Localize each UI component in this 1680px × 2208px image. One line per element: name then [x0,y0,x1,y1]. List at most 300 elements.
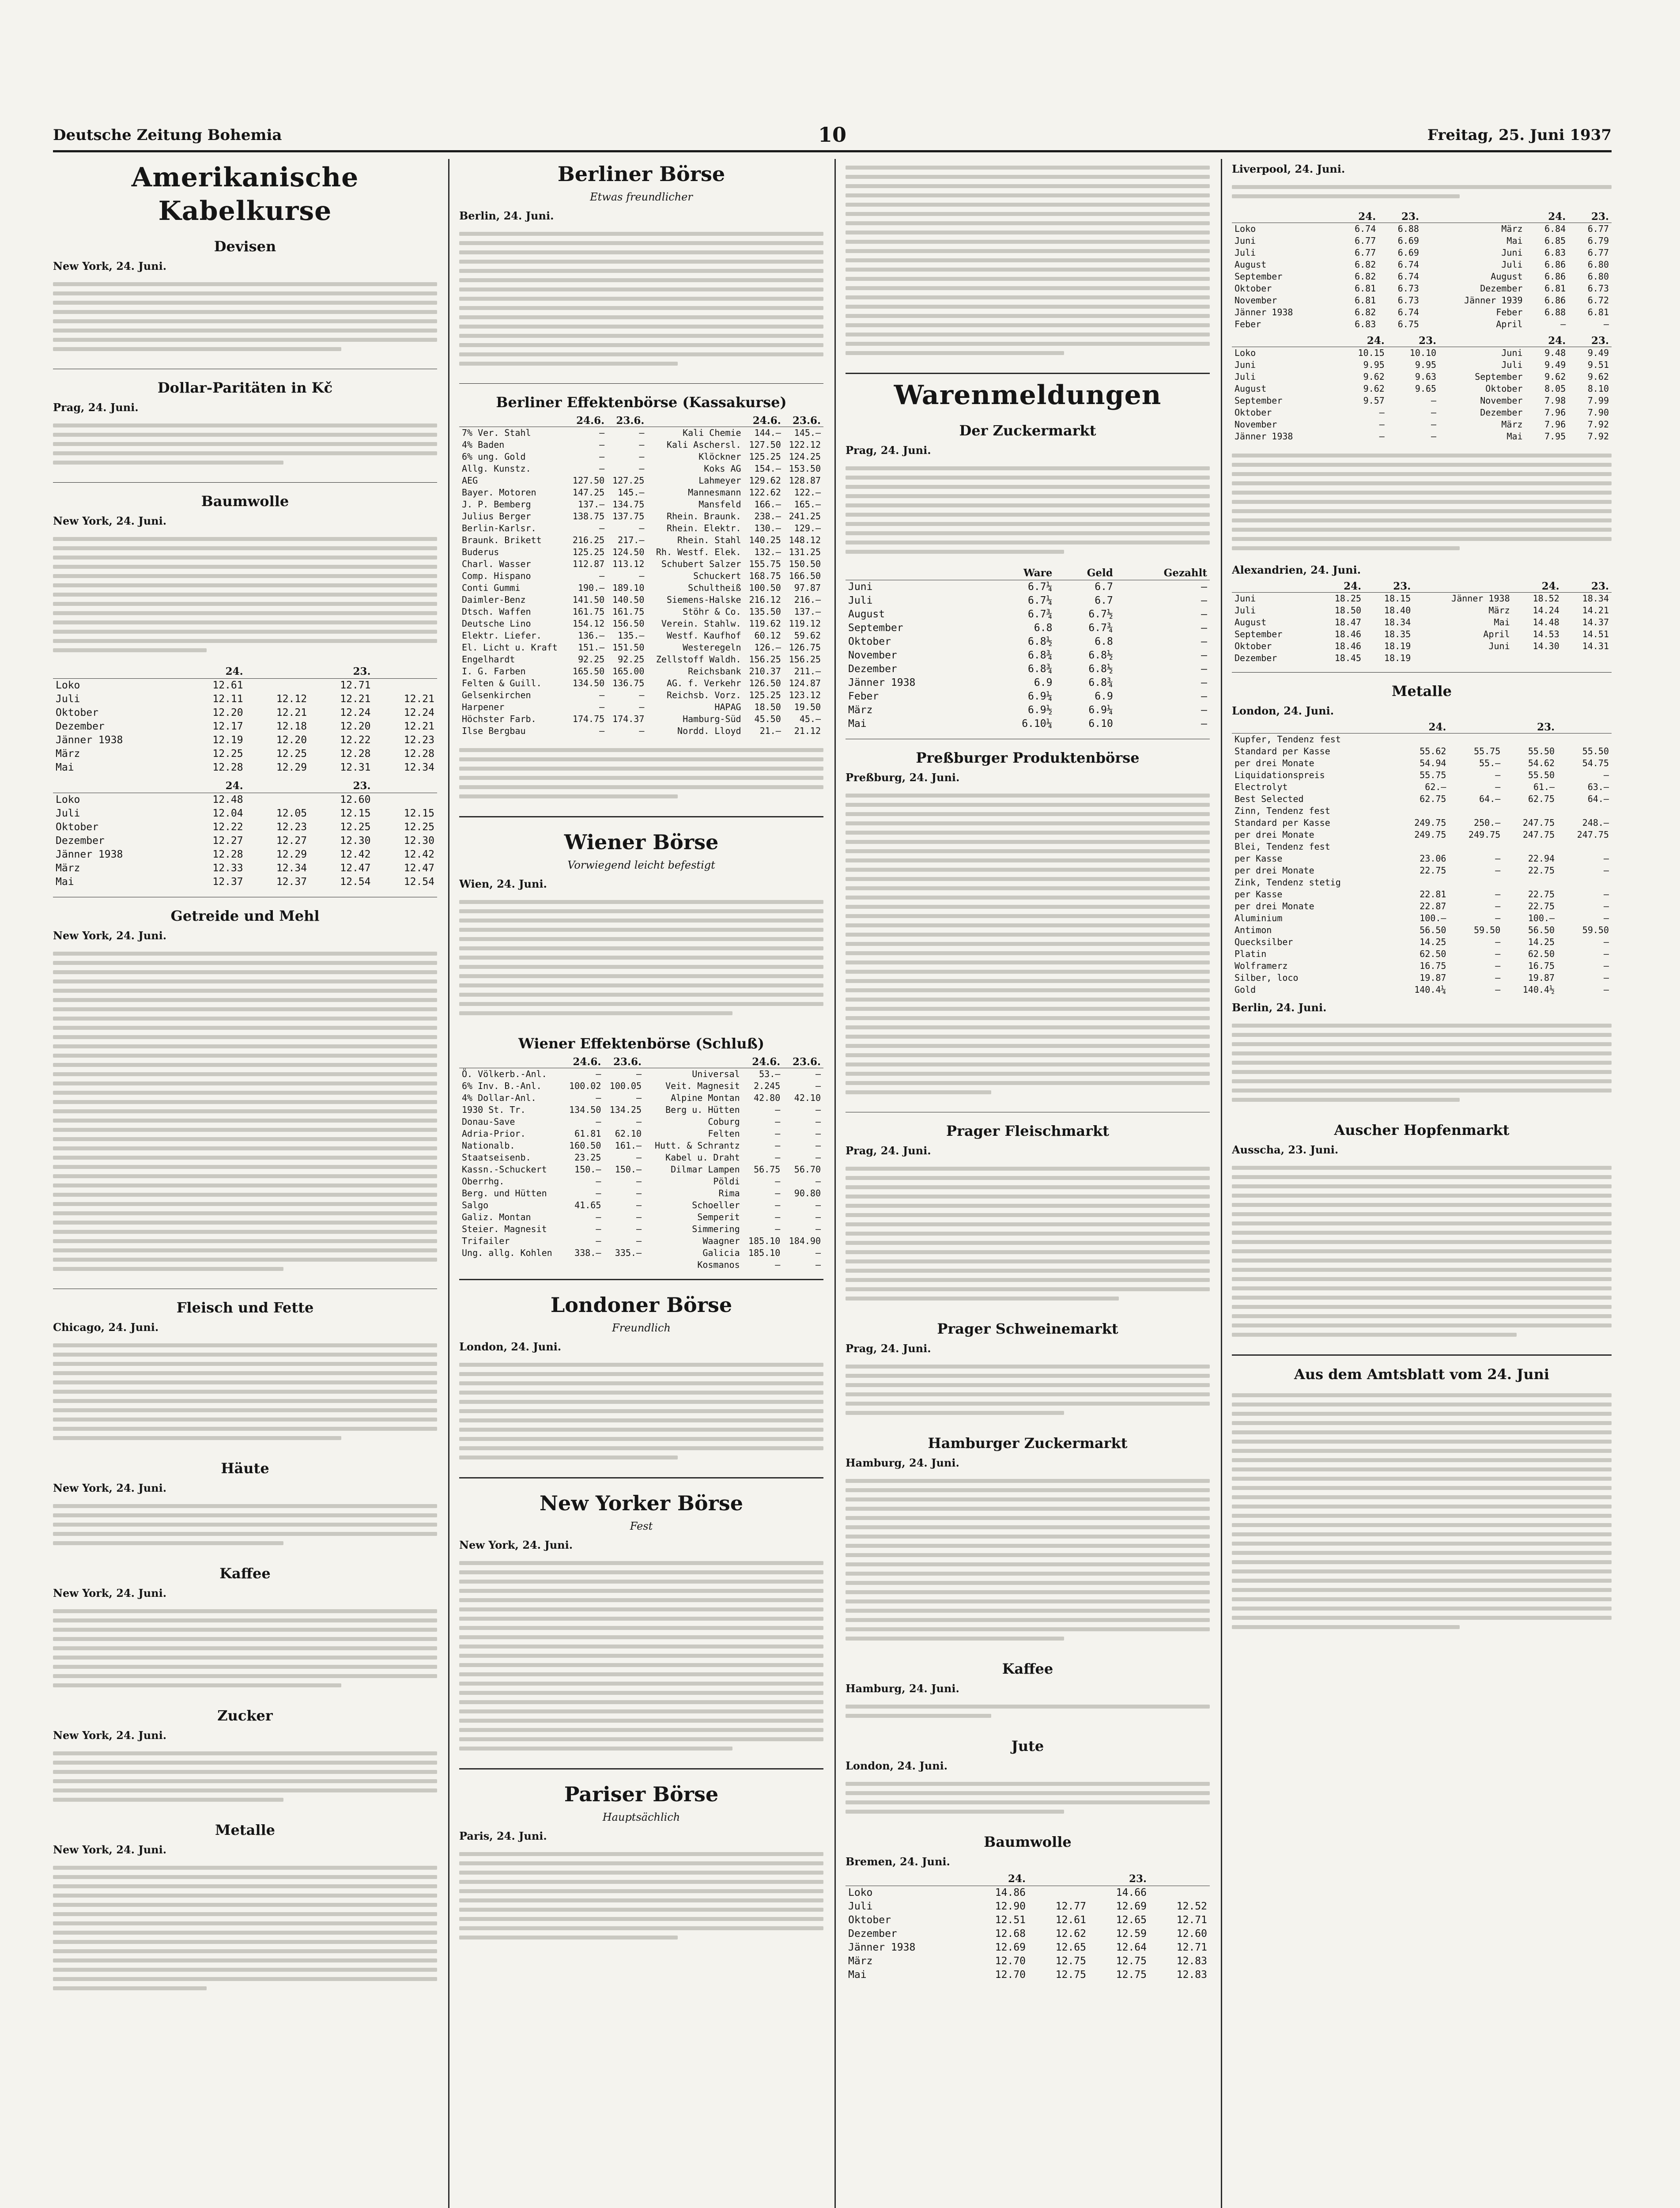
table-cell: Alpine Montan [671,1093,740,1103]
table-cell: — [1201,581,1207,593]
table-cell: 19.50 [794,702,821,712]
table-cell: Dezember [56,721,105,732]
table-cell: 131.25 [789,547,821,557]
table-cell: Loko [848,1887,873,1898]
table-cell: — [775,1224,781,1234]
table-cell: 154.12 [572,618,605,629]
table-cell: 6.75 [1397,319,1419,329]
table-header-cell: 24. [182,665,245,679]
section-heading: Metalle [215,1822,275,1838]
table-cell: 124.87 [789,678,821,688]
table-cell: Mai [1506,235,1523,246]
table-header-cell: 24. [968,1872,1028,1886]
table-cell: 127.50 [572,475,605,486]
table-cell: 18.34 [1582,593,1609,604]
table-cell: März [1488,605,1510,616]
table-cell: 18.19 [1384,641,1411,651]
table-row [846,662,1210,676]
table-cell: — [599,427,605,438]
table-row [459,1128,823,1140]
table-cell: — [596,1224,601,1234]
table-cell: Kali Aschersl. [666,439,741,450]
metalle-london-table [1232,721,1612,996]
table-cell: 6.77 [1587,223,1609,234]
page-header [53,119,1612,152]
article-text [53,417,437,474]
table-cell: — [1603,770,1609,780]
table-cell: 62.75 [1420,794,1446,804]
table-cell: 137.— [794,606,821,617]
table-row [1232,841,1612,853]
table-cell: 12.04 [212,808,243,819]
table-cell: per drei Monate [1235,865,1314,876]
table-header-cell [459,415,567,427]
table-cell: 247.75 [1577,829,1609,840]
table-cell: 12.64 [1116,1942,1147,1953]
table-cell: 211.— [794,666,821,677]
table-cell: 134.50 [572,678,605,688]
table-cell [604,1259,644,1271]
article-text [1232,1159,1612,1346]
article-text [1232,178,1612,208]
table-cell: 9.65 [1415,383,1437,394]
article-text [846,1358,1210,1425]
table-cell: 45.— [799,714,821,724]
table-cell: 12.27 [276,835,307,847]
table-row [459,713,823,725]
table-row [846,1955,1210,1968]
table-cell: 6.77 [1587,247,1609,258]
table-cell: Kabel u. Draht [665,1152,740,1163]
table-cell: Staatseisenb. [462,1152,531,1163]
table-cell: Feber [1496,307,1523,318]
table-row [459,665,823,677]
table-cell: 249.75 [1469,829,1501,840]
table-cell: Juli [1235,605,1256,616]
table-cell: 6.9¼ [1028,691,1053,702]
column-1 [53,159,437,2208]
table-cell: 6.73 [1587,283,1609,294]
table-cell: 9.57 [1363,395,1385,406]
table-cell: 7% Ver. Stahl [462,427,531,438]
table-cell: — [1201,636,1207,647]
table-cell: — [636,1200,642,1210]
table-cell: — [1431,431,1437,442]
table-row [459,1223,823,1235]
table-cell: 12.75 [1116,1955,1147,1967]
table-cell: 12.60 [1176,1928,1207,1940]
table-cell: — [775,1188,781,1199]
table-cell: 126.— [754,642,781,653]
section-title-kabelkurse: Amerikanische Kabelkurse [131,162,359,227]
table-cell: — [1603,960,1609,971]
table-cell: 12.71 [1176,1914,1207,1926]
table-cell: Kosmanos [697,1259,740,1270]
table-cell: — [1495,937,1501,947]
table-cell: Wolframerz [1235,960,1288,971]
table-cell: Comp. Hispano [462,571,531,581]
table-row [459,630,823,642]
table-cell: Juli [56,808,80,819]
table-cell: 6.9¼ [1088,704,1113,716]
table-row [846,1927,1210,1941]
table-row [1232,295,1612,306]
table-cell: Loko [56,680,80,691]
table-cell: März [1501,419,1523,430]
table-row [1232,877,1612,888]
table-cell: 6.81 [1587,307,1609,318]
dateline: Prag, 24. Juni. [846,444,931,457]
table-row [1232,865,1612,877]
table-cell: 12.22 [212,821,243,833]
table-cell: 126.75 [789,642,821,653]
table-cell: Gelsenkirchen [462,690,531,700]
table-cell: — [599,439,605,450]
table-cell: 12.69 [995,1942,1026,1953]
table-cell: — [1379,419,1385,430]
table-cell: 132.— [754,547,781,557]
table-row [459,499,823,510]
section-heading: Der Zuckermarkt [959,422,1096,439]
table-header-cell: 23. [1364,580,1413,593]
table-cell: 12.25 [276,748,307,760]
table-cell: — [596,1188,601,1199]
table-cell: 12.31 [340,762,371,773]
table-cell: Juli [1501,359,1523,370]
table-cell: — [1603,853,1609,864]
table-cell: — [815,1248,821,1258]
table-header-cell: 23. [310,779,373,793]
table-cell: 12.51 [995,1914,1026,1926]
table-cell: September [848,622,903,634]
table-row [1232,960,1612,972]
table-cell: — [636,1188,642,1199]
table-cell: November [848,650,897,661]
section-subtitle: Freundlich [612,1322,671,1334]
table-cell: Juni [1488,641,1510,651]
table-cell: 145.— [794,427,821,438]
table-cell: 12.25 [212,748,243,760]
table-cell: Juli [56,693,80,705]
table-row [1232,359,1612,371]
table-cell: 161.— [615,1140,642,1151]
table-cell: — [815,1259,821,1270]
article-text [846,1160,1210,1310]
dateline: New York, 24. Juni. [53,514,167,527]
table-cell: Oktober [848,1914,891,1926]
table-row [53,793,437,807]
table-cell: 100.05 [609,1081,642,1091]
table-row [459,1068,823,1081]
table-header-cell: 23. [1387,335,1439,347]
table-cell: 22.81 [1420,889,1446,900]
table-header-cell [53,779,182,793]
table-cell: — [815,1224,821,1234]
table-header-cell [846,1872,968,1886]
table-cell: — [599,702,605,712]
table-cell: — [1495,960,1501,971]
table-header-cell: 23.6. [784,415,823,427]
table-cell: — [1603,319,1609,329]
table-cell: Juli [1235,247,1256,258]
table-cell: Dtsch. Waffen [462,606,531,617]
table-cell: J. P. Bemberg [462,499,531,510]
table-cell: 6.86 [1544,259,1566,270]
table-row [459,1259,823,1271]
table-cell: 55.50 [1582,746,1609,756]
table-row [1232,271,1612,283]
table-cell: Aluminium [1235,913,1283,923]
table-cell: 64.— [1587,794,1609,804]
table-cell: Höchster Farb. [462,714,536,724]
section-heading: Kaffee [1002,1660,1053,1677]
table-cell: Hutt. & Schrantz [654,1140,740,1151]
table-cell: — [599,523,605,533]
table-cell: Rhein. Elektr. [666,523,741,533]
table-cell: Nordd. Lloyd [677,726,741,736]
table-cell: 16.75 [1420,960,1446,971]
table-cell: per Kasse [1235,853,1283,864]
table-cell: November [1235,419,1277,430]
table-cell: 127.25 [612,475,645,486]
table-row [459,427,823,439]
table-cell: — [1560,319,1566,329]
table-cell: 18.35 [1384,629,1411,639]
table-row [1232,733,1612,746]
table-cell [374,679,437,693]
table-row [1232,793,1612,805]
table-row [459,570,823,582]
article-text [53,530,437,662]
table-cell: — [1495,770,1501,780]
table-cell: Harpener [462,702,505,712]
table-cell: 166.50 [789,571,821,581]
table-cell: Charl. Wasser [462,559,531,569]
article-text [459,1554,823,1760]
table-row [1232,805,1612,817]
table-cell: 122.— [794,487,821,498]
table-cell: Simmering [692,1224,740,1234]
table-cell: 113.12 [612,559,645,569]
dateline: London, 24. Juni. [459,1340,562,1353]
table-row [459,1116,823,1128]
table-row [846,580,1210,594]
table-cell: 100.— [1420,913,1446,923]
table-cell: 6.81 [1355,295,1376,306]
table-cell: 156.50 [612,618,645,629]
dateline: Preßburg, 24. Juni. [846,771,960,784]
table-row [1232,593,1612,605]
table-cell: 9.62 [1363,371,1385,382]
table-cell: — [1603,984,1609,995]
article-text [846,787,1210,1104]
table-cell [1395,841,1449,853]
table-cell: 12.27 [212,835,243,847]
table-cell: 6.88 [1397,223,1419,234]
table-cell: 12.47 [340,862,371,874]
table-cell: 126.50 [749,678,781,688]
table-cell: 12.30 [340,835,371,847]
table-cell: Zink, Tendenz stetig [1235,877,1341,888]
table-cell: 12.62 [1055,1928,1087,1940]
table-cell: Veit. Magnesit [665,1081,740,1091]
table-cell: 6.8½ [1088,663,1113,675]
table-cell: — [636,1212,642,1222]
table-cell [459,1259,563,1271]
table-row [459,451,823,463]
table-cell: 127.50 [749,439,781,450]
table-cell: 56.50 [1528,925,1555,935]
table-cell: 9.48 [1544,348,1566,358]
table-cell: Westf. Kaufhof [666,630,741,641]
table-row [459,1199,823,1211]
table-cell: Steier. Magnesit [462,1224,547,1234]
table-cell: 217.— [618,535,645,545]
table-cell: Juni [1501,348,1523,358]
table-cell: Daimler-Benz [462,594,526,605]
table-cell: — [815,1176,821,1187]
dateline: New York, 24. Juni. [53,1587,167,1599]
table-cell: 12.68 [995,1928,1026,1940]
table-cell: 6.74 [1397,271,1419,282]
table-cell: Jänner 1938 [1451,593,1510,604]
table-cell: 12.23 [276,821,307,833]
table-cell: 9.63 [1415,371,1437,382]
table-cell: Hamburg-Süd [683,714,741,724]
table-cell: Jänner 1938 [1235,307,1293,318]
table-cell: Schoeller [692,1200,740,1210]
table-cell [1503,733,1557,746]
table-cell: 12.52 [1176,1901,1207,1912]
table-row [459,1152,823,1164]
table-row [459,582,823,594]
table-cell: 124.50 [612,547,645,557]
table-header-cell [1422,211,1525,223]
table-cell: 7.96 [1544,419,1566,430]
table-cell: 125.25 [749,690,781,700]
table-cell: 6.8½ [1088,650,1113,661]
table-cell: 12.42 [340,849,371,860]
table-cell: Zinn, Tendenz fest [1235,805,1330,816]
dateline: Prag, 24. Juni. [846,1342,931,1355]
table-cell: 155.75 [749,559,781,569]
table-cell: Jänner 1938 [848,677,916,688]
table-cell: 12.20 [340,721,371,732]
table-cell: 6% ung. Gold [462,451,526,462]
table-cell: 12.15 [404,808,434,819]
table-cell: 144.— [754,427,781,438]
table-cell: 12.34 [276,862,307,874]
table-header-cell: 23.6. [607,415,647,427]
table-cell: September [1235,629,1283,639]
table-cell: — [1201,622,1207,634]
table-row [846,717,1210,731]
table-cell: November [1235,295,1277,306]
table-cell: 56.50 [1420,925,1446,935]
table-cell: 12.59 [1116,1928,1147,1940]
page-number: 10 [818,123,846,147]
article-text [53,945,437,1281]
table-header-cell: 23. [310,665,373,679]
table-row [1232,829,1612,841]
table-cell: 21.— [759,726,781,736]
table-cell: 12.25 [404,821,434,833]
table-header-cell [1232,721,1395,733]
table-cell: 335.— [615,1248,642,1258]
section-subtitle: Vorwiegend leicht befestigt [567,859,715,871]
table-cell: Mai [56,876,74,888]
section-heading: Preßburger Produktenbörse [916,749,1140,766]
table-cell: — [775,1140,781,1151]
table-row [846,1941,1210,1955]
table-cell: 8.05 [1544,383,1566,394]
table-cell: 56.75 [754,1164,781,1175]
table-cell: 7.95 [1544,431,1566,442]
table-cell: Conti Gummi [462,582,521,593]
table-cell: 6.73 [1397,283,1419,294]
table-cell: 151.50 [612,642,645,653]
table-header-cell [1028,1872,1089,1886]
table-cell: 12.71 [1176,1942,1207,1953]
table-row [846,649,1210,662]
table-row [459,1080,823,1092]
table-cell: Electrolyt [1235,782,1288,792]
table-cell: August [1491,271,1523,282]
table-header-cell: Geld [1055,566,1115,580]
section-heading: Metalle [1392,683,1452,699]
table-header-cell: 24. [1513,580,1562,593]
table-cell: — [1201,677,1207,688]
table-cell: 12.05 [276,808,307,819]
table-cell: 18.25 [1334,593,1362,604]
table-cell: 12.22 [340,734,371,746]
table-cell: Dezember [56,835,105,847]
table-cell: — [1201,691,1207,702]
newspaper-name: Deutsche Zeitung Bohemia [53,126,282,144]
table-cell: Stöhr & Co. [683,606,741,617]
table-cell: per Kasse [1235,889,1283,900]
table-cell: — [636,1116,642,1127]
table-cell: Loko [1235,223,1256,234]
table-cell: Salgo [462,1200,489,1210]
table-cell: 19.87 [1528,972,1555,983]
table-cell: 18.45 [1334,653,1362,663]
table-cell: Mai [848,1969,867,1981]
table-cell: Blei, Tendenz fest [1235,841,1330,852]
table-cell: — [1495,984,1501,995]
table-cell: 64.— [1479,794,1501,804]
table-cell: Berg u. Hütten [665,1104,740,1115]
table-row [53,706,437,720]
table-cell: 12.83 [1176,1969,1207,1981]
table-cell: — [599,463,605,474]
table-cell: 12.20 [276,734,307,746]
table-cell: 14.37 [1582,617,1609,628]
table-cell: Buderus [462,547,499,557]
table-cell [563,1259,604,1271]
table-cell: März [56,748,80,760]
table-header-cell [459,1056,563,1068]
table-cell: 12.12 [276,693,307,705]
table-cell: Oktober [56,707,98,718]
table-cell: — [639,726,645,736]
table-cell: Braunk. Brikett [462,535,542,545]
table-cell: Siemens-Halske [666,594,741,605]
table-cell: 8.10 [1587,383,1609,394]
table-cell: Rhein. Braunk. [666,511,741,522]
table-cell: Deutsche Lino [462,618,531,629]
table-cell: 6.80 [1587,259,1609,270]
